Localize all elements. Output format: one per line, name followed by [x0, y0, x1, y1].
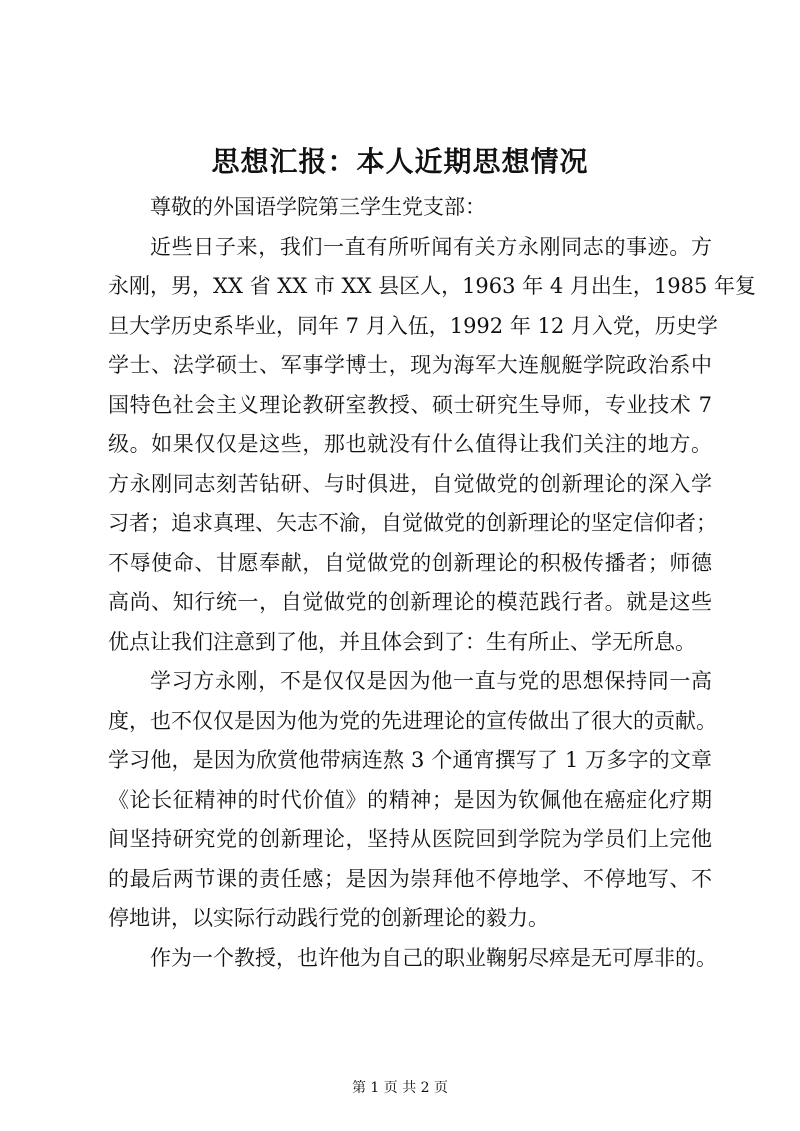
- document-title: 思想汇报：本人近期思想情况: [211, 145, 589, 178]
- paragraph-line: 的最后两节课的责任感；是因为崇拜他不停地学、不停地写、不: [108, 866, 712, 891]
- paragraph-line: 高尚、知行统一，自觉做党的创新理论的模范践行者。就是这些: [108, 590, 712, 614]
- paragraph-line: 优点让我们注意到了他，并且体会到了：生有所止、学无所息。: [108, 629, 696, 654]
- paragraph-line: 方永刚同志刻苦钻研、与时俱进，自觉做党的创新理论的深入学: [108, 471, 712, 496]
- paragraph-line: 度，也不仅仅是因为他为党的先进理论的宣传做出了很大的贡献。: [108, 708, 717, 733]
- salutation-line: 尊敬的外国语学院第三学生党支部：: [150, 195, 486, 219]
- paragraph-line: 《论长征精神的时代价值》的精神；是因为钦佩他在癌症化疗期: [108, 787, 712, 812]
- paragraph-line: 级。如果仅仅是这些，那也就没有什么值得让我们关注的地方。: [108, 432, 712, 456]
- paragraph-line: 间坚持研究党的创新理论，坚持从医院回到学院为学员们上完他: [108, 827, 712, 851]
- paragraph-line: 国特色社会主义理论教研室教授、硕士研究生导师，专业技术 7: [108, 392, 712, 417]
- paragraph-line: 不辱使命、甘愿奉献，自觉做党的创新理论的积极传播者；师德: [108, 550, 712, 575]
- paragraph-line: 学士、法学硕士、军事学博士，现为海军大连舰艇学院政治系中: [108, 353, 712, 377]
- paragraph-line: 学习方永刚，不是仅仅是因为他一直与党的思想保持同一高: [150, 669, 712, 693]
- paragraph-line: 近些日子来，我们一直有所听闻有关方永刚同志的事迹。方: [150, 234, 712, 259]
- paragraph-line: 作为一个教授，也许他为自己的职业鞠躬尽瘁是无可厚非的。: [150, 945, 717, 970]
- page-footer: 第 1 页 共 2 页: [351, 1080, 449, 1096]
- document-body: [108, 188, 757, 978]
- paragraph-line: 习者；追求真理、矢志不渝，自觉做党的创新理论的坚定信仰者；: [108, 511, 717, 535]
- paragraph-line: 停地讲，以实际行动践行党的创新理论的毅力。: [108, 906, 549, 930]
- paragraph-line: 学习他，是因为欣赏他带病连熬 3 个通宵撰写了 1 万多字的文章: [108, 748, 712, 772]
- paragraph-line: 旦大学历史系毕业，同年 7 月入伍，1992 年 12 月入党，历史学: [108, 313, 718, 338]
- paragraph-line: 永刚，男，XX 省 XX 市 XX 县区人，1963 年 4 月出生，1985 年复: [108, 274, 757, 298]
